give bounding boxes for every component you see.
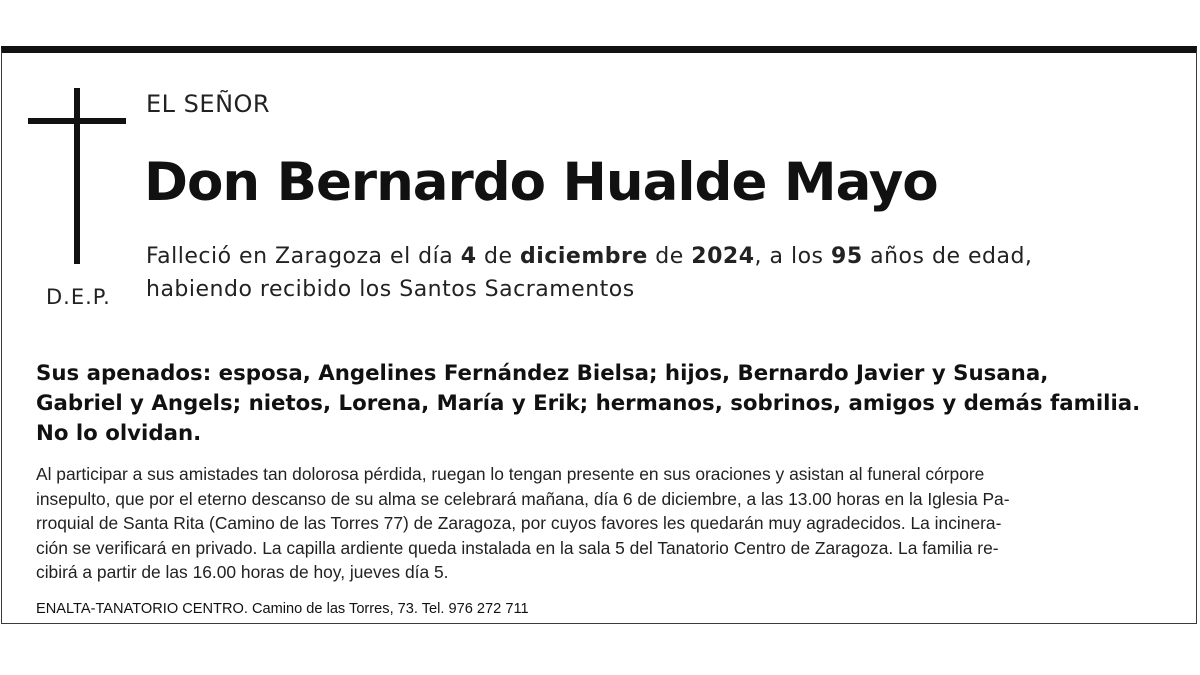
funeral-home-info: ENALTA-TANATORIO CENTRO. Camino de las Torres, 73. Tel. 976 272 711: [36, 601, 529, 617]
death-day: 4: [460, 244, 477, 269]
age: 95: [831, 244, 863, 269]
death-text: Falleció en Zaragoza el día: [146, 244, 461, 269]
dep-label: D.E.P.: [46, 285, 111, 309]
deceased-name: Don Bernardo Hualde Mayo: [144, 152, 938, 213]
announcement-line: Al participar a sus amistades tan dolorosa pérdida, ruegan lo tengan presente en sus oraciones y asistan al funeral córpore: [36, 464, 985, 484]
mourners-line: Gabriel y Angels; nietos, Lorena, María y Erik; hermanos, sobrinos, amigos y demás familia.: [36, 391, 1141, 416]
cross-icon: [74, 88, 80, 264]
mourners-paragraph: [36, 359, 1176, 449]
announcement-line: ción se verificará en privado. La capilla ardiente queda instalada en la sala 5 del Tanatorio Centro de Zaragoza. La familia re-: [36, 537, 999, 558]
death-year: 2024: [691, 244, 755, 269]
announcement-line: rroquial de Santa Rita (Camino de las Torres 77) de Zaragoza, por cuyos favores les quedarán muy agradecidos. La incinera-: [36, 513, 1002, 533]
pre-title: EL SEÑOR: [146, 90, 271, 118]
announcement-line: insepulto, que por el eterno descanso de su alma se celebrará mañana, día 6 de diciembre, a las 13.00 horas en la Iglesia Pa-: [36, 488, 1010, 509]
mourners-line: No lo olvidan.: [36, 421, 202, 446]
mourners-line: Sus apenados: esposa, Angelines Fernández Bielsa; hijos, Bernardo Javier y Susana,: [36, 361, 1049, 386]
death-text: de: [647, 244, 692, 269]
death-text: , a los: [754, 244, 832, 269]
death-month: diciembre: [520, 244, 648, 269]
cross-icon-crossbar: [28, 118, 126, 124]
funeral-announcement: [36, 462, 1176, 585]
death-text: años de edad,: [862, 244, 1033, 269]
sacraments-line: habiendo recibido los Santos Sacramentos: [146, 277, 635, 302]
death-info: [146, 240, 1106, 306]
announcement-line: cibirá a partir de las 16.00 horas de hoy, jueves día 5.: [36, 562, 449, 582]
death-text: de: [476, 244, 521, 269]
